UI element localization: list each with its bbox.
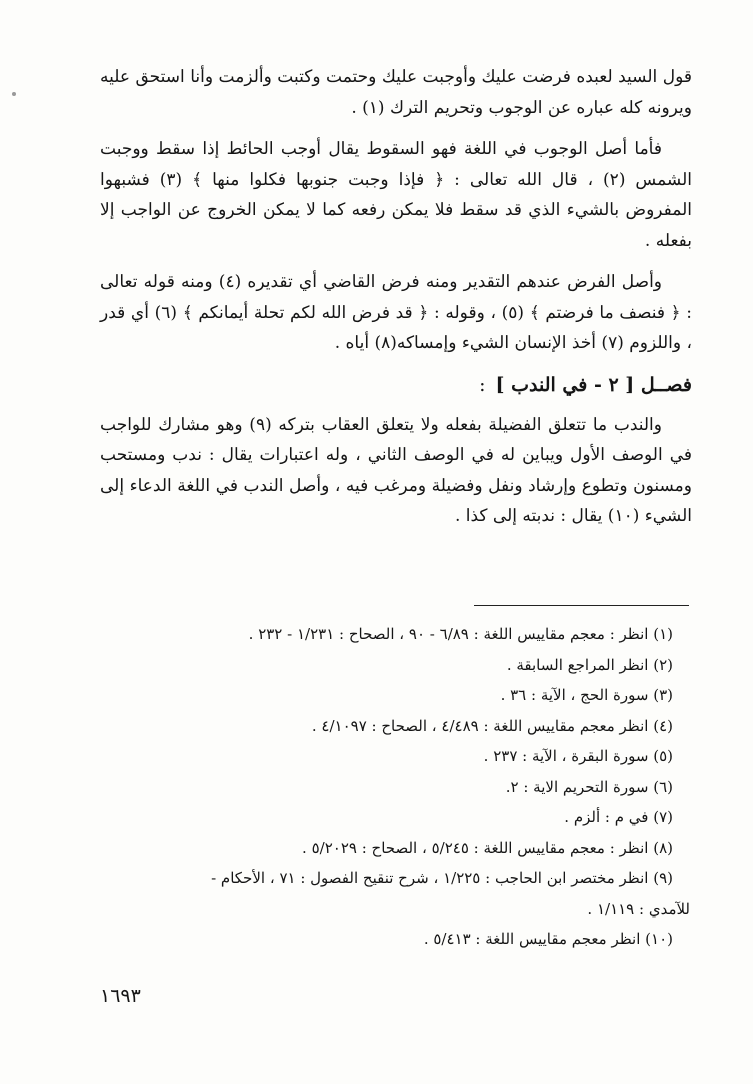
footnote-8: (٨) انظر : معجم مقاييس اللغة : ٥/٢٤٥ ، الصحاح : ٥/٢٠٢٩ . bbox=[302, 838, 673, 857]
page-number: ١٦٩٣ bbox=[100, 985, 141, 1007]
section-heading-colon: : bbox=[479, 373, 486, 396]
footnote-10: (١٠) انظر معجم مقاييس اللغة : ٥/٤١٣ . bbox=[423, 930, 673, 948]
footnote-1: (١) انظر : معجم مقاييس اللغة : ٦/٨٩ - ٩٠ ، الصحاح : ١/٢٣١ - ٢٣٢ . bbox=[248, 625, 673, 643]
paragraph-4: والندب ما تتعلق الفضيلة بفعله ولا يتعلق العقاب بتركه (٩) وهو مشارك للواجب في الوصف الأول ويباين له في الوصف الثاني ، وله اعتبارات يقال : ندب ومستحب ومسنون وتطوع وإرشاد ونفل وفضيلة ومرغب فيه ، وأصل الندب في اللغة الدعاء إلى الشيء (١٠) يقال : ندبته إلى كذا . bbox=[100, 414, 692, 526]
footnote-separator bbox=[474, 605, 689, 606]
section-heading-title: فصــل [ ٢ - في الندب ] bbox=[495, 373, 692, 396]
footnote-9-continued: للآمدي : ١/١١٩ . bbox=[587, 899, 690, 918]
section-heading bbox=[100, 370, 692, 400]
footnote-7: (٧) في م : ألزم . bbox=[564, 808, 673, 826]
footnote-5: (٥) سورة البقرة ، الآية : ٢٣٧ . bbox=[483, 747, 673, 765]
paragraph-2: فأما أصل الوجوب في اللغة فهو السقوط يقال أوجب الحائط إذا سقط ووجبت الشمس (٢) ، قال الله تعالى : ﴿ فإذا وجبت جنوبها فكلوا منها ﴾ (٣) فشبهوا المفروض بالشيء الذي قد سقط فلا يمكن رفعه كما لا يمكن الخروج عن الواجب إلا بفعله . bbox=[100, 139, 692, 251]
footnote-4: (٤) انظر معجم مقاييس اللغة : ٤/٤٨٩ ، الصحاح : ٤/١٠٩٧ . bbox=[311, 716, 673, 735]
paragraph-3: وأصل الفرض عندهم التقدير ومنه فرض القاضي أي تقديره (٤) ومنه قوله تعالى : ﴿ فنصف ما فرضتم ﴾ (٥) ، وقوله : ﴿ قد فرض الله لكم تحلة أيمانكم ﴾ (٦) أي قدر ، واللزوم (٧) أخذ الإنسان الشيء وإمساكه(٨) أياه . bbox=[100, 272, 692, 353]
footnote-2: (٢) انظر المراجع السابقة . bbox=[506, 655, 673, 674]
scan-speck bbox=[12, 92, 16, 96]
footnote-3: (٣) سورة الحج ، الآية : ٣٦ . bbox=[500, 686, 673, 704]
paragraph-1: قول السيد لعبده فرضت عليك وأوجبت عليك وحتمت وكتبت وألزمت وأنا استحق عليه ويرونه كله عباره عن الوجوب وتحريم الترك (١) . bbox=[100, 67, 692, 118]
main-text bbox=[100, 62, 692, 543]
footnote-6: (٦) سورة التحريم الاية : ٢. bbox=[505, 777, 673, 796]
footnotes bbox=[100, 619, 690, 955]
footnote-9: (٩) انظر مختصر ابن الحاجب : ١/٢٢٥ ، شرح تنقيح الفصول : ٧١ ، الأحكام - bbox=[211, 869, 673, 887]
